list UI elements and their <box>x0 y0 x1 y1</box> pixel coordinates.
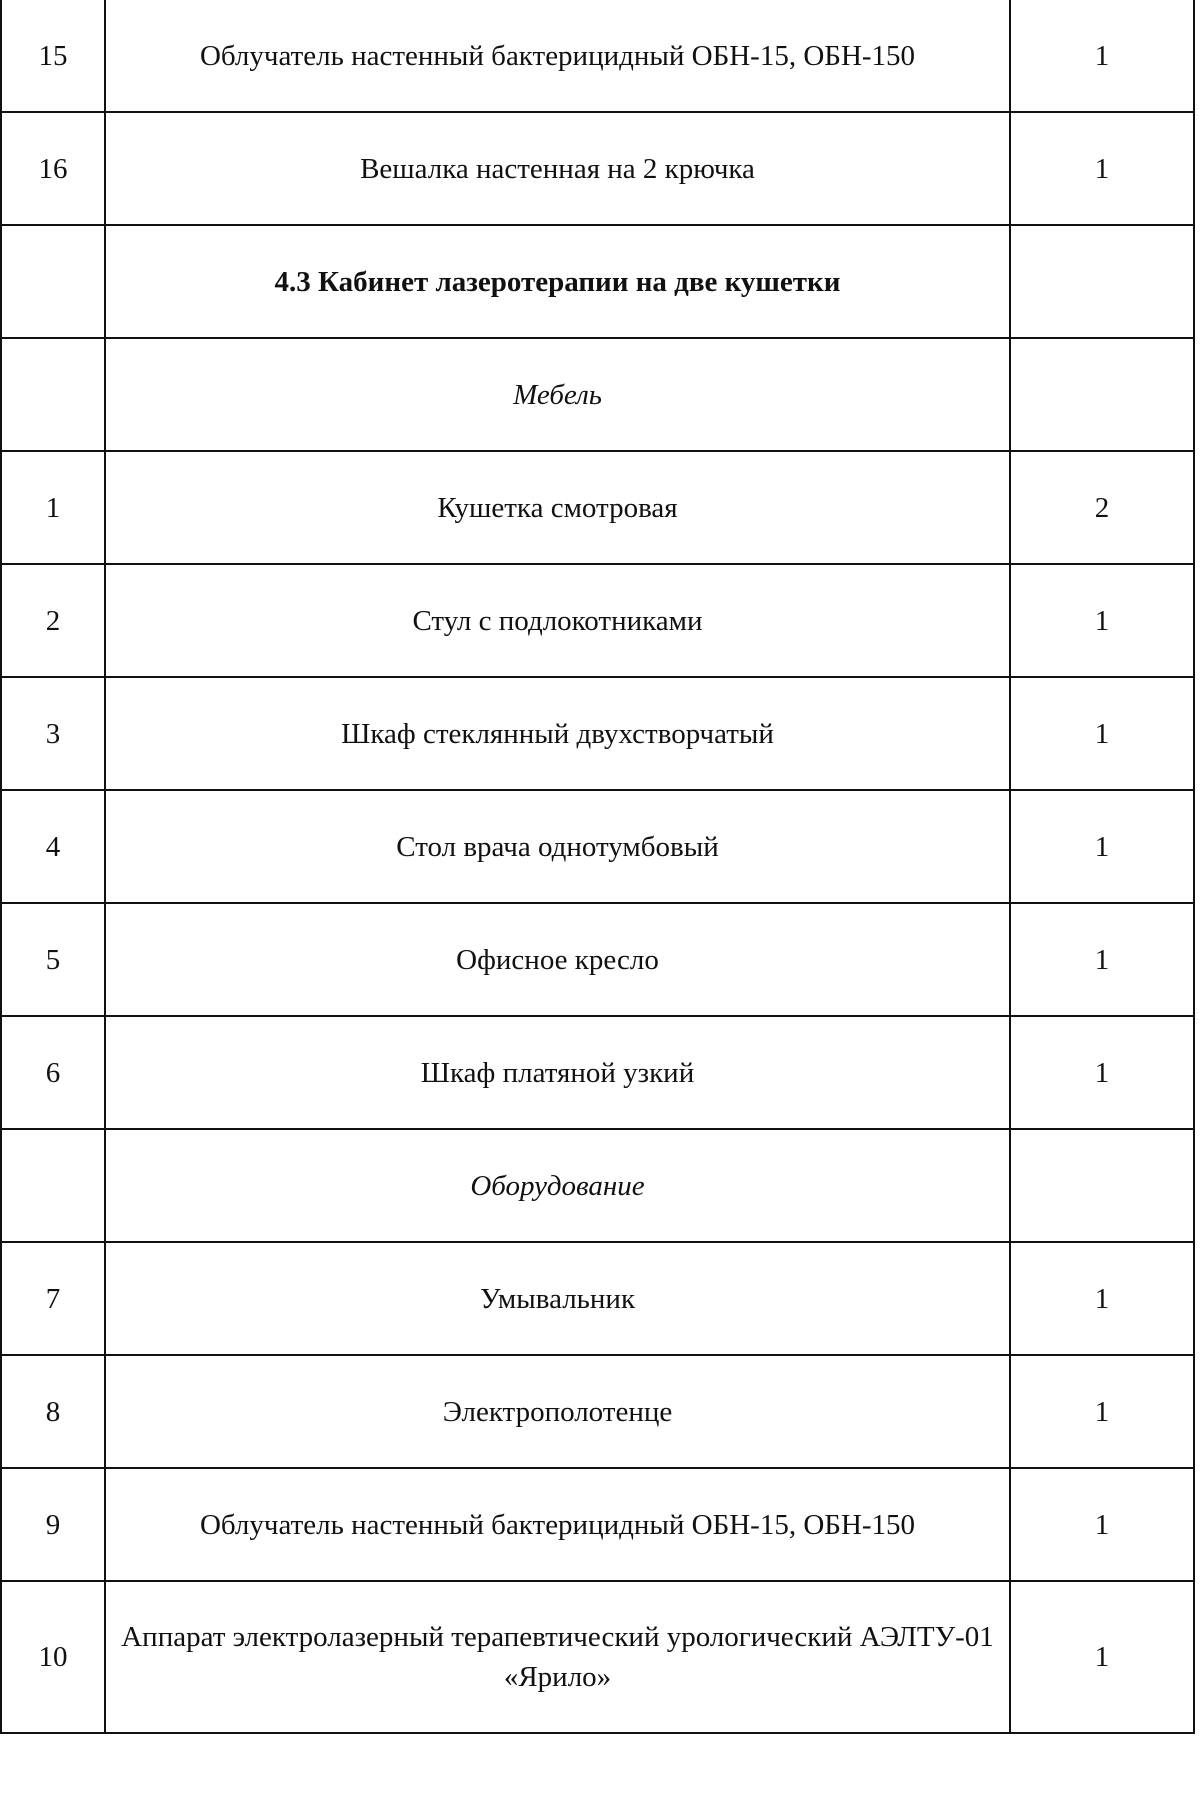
table-row <box>1 451 1194 564</box>
row-number: 8 <box>1 1355 105 1468</box>
row-number: 2 <box>1 564 105 677</box>
item-name: Кушетка смотровая <box>105 451 1010 564</box>
table-row <box>1 790 1194 903</box>
item-quantity: 1 <box>1010 1581 1194 1733</box>
item-name: Облучатель настенный бактерицидный ОБН-15, ОБН-150 <box>105 0 1010 112</box>
item-name: Аппарат электролазерный терапевтический урологический АЭЛТУ-01 «Ярило» <box>105 1581 1010 1733</box>
item-quantity <box>1010 225 1194 338</box>
table-row <box>1 677 1194 790</box>
row-number: 15 <box>1 0 105 112</box>
section-title: 4.3 Кабинет лазеротерапии на две кушетки <box>105 225 1010 338</box>
item-name: Умывальник <box>105 1242 1010 1355</box>
subsection-title: Оборудование <box>105 1129 1010 1242</box>
row-number: 7 <box>1 1242 105 1355</box>
item-quantity: 1 <box>1010 112 1194 225</box>
table-row <box>1 1016 1194 1129</box>
item-quantity <box>1010 338 1194 451</box>
table-row <box>1 1242 1194 1355</box>
item-quantity: 1 <box>1010 903 1194 1016</box>
item-name: Стол врача однотумбовый <box>105 790 1010 903</box>
subsection-row <box>1 1129 1194 1242</box>
item-quantity: 1 <box>1010 1468 1194 1581</box>
row-number: 1 <box>1 451 105 564</box>
row-number: 9 <box>1 1468 105 1581</box>
row-number: 4 <box>1 790 105 903</box>
item-quantity: 2 <box>1010 451 1194 564</box>
row-number: 5 <box>1 903 105 1016</box>
table-row <box>1 0 1194 112</box>
item-quantity: 1 <box>1010 677 1194 790</box>
item-name: Офисное кресло <box>105 903 1010 1016</box>
item-name: Шкаф стеклянный двухстворчатый <box>105 677 1010 790</box>
item-name: Электрополотенце <box>105 1355 1010 1468</box>
table-row <box>1 564 1194 677</box>
row-number: 10 <box>1 1581 105 1733</box>
row-number: 6 <box>1 1016 105 1129</box>
table-row <box>1 1468 1194 1581</box>
row-number: 3 <box>1 677 105 790</box>
item-quantity: 1 <box>1010 564 1194 677</box>
item-name: Шкаф платяной узкий <box>105 1016 1010 1129</box>
item-name: Облучатель настенный бактерицидный ОБН-15, ОБН-150 <box>105 1468 1010 1581</box>
item-name: Стул с подлокотниками <box>105 564 1010 677</box>
table-row <box>1 112 1194 225</box>
item-name: Вешалка настенная на 2 крючка <box>105 112 1010 225</box>
row-number <box>1 1129 105 1242</box>
subsection-title: Мебель <box>105 338 1010 451</box>
row-number: 16 <box>1 112 105 225</box>
item-quantity: 1 <box>1010 1016 1194 1129</box>
subsection-row <box>1 338 1194 451</box>
table-row <box>1 903 1194 1016</box>
item-quantity: 1 <box>1010 790 1194 903</box>
item-quantity: 1 <box>1010 1355 1194 1468</box>
table-row <box>1 1581 1194 1733</box>
item-quantity: 1 <box>1010 0 1194 112</box>
section-row <box>1 225 1194 338</box>
item-quantity: 1 <box>1010 1242 1194 1355</box>
item-quantity <box>1010 1129 1194 1242</box>
row-number <box>1 338 105 451</box>
table-row <box>1 1355 1194 1468</box>
row-number <box>1 225 105 338</box>
